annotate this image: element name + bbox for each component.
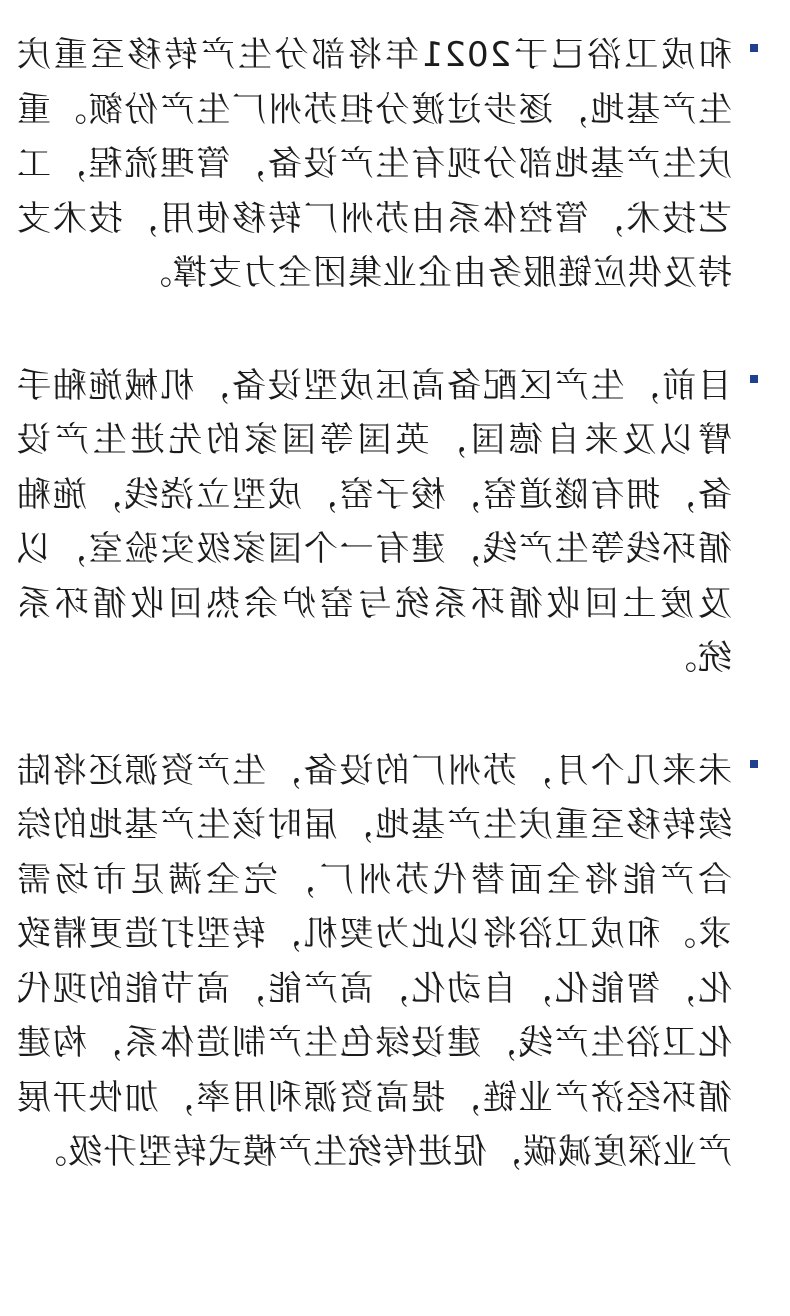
square-bullet-icon [750, 44, 758, 52]
paragraph-text: 和成卫浴已于2021年将部分生产转移至重庆生产基地，逐步过渡分担苏州厂生产份额。重庆生产基地部分现有生产设备，管理流程，工艺技术，管控体系由苏州厂转移使用，技术支持及供应链服务由企业集团全力支撑。 [16, 35, 732, 293]
square-bullet-icon [750, 760, 758, 768]
paragraph-text: 目前，生产区配备高压成型设备，机械施釉手臂以及来自德国，英国等国家的先进生产设备，拥有隧道窑，梭子窑，成型立浇线，施釉循环线等生产线，建有一个国家级实验室，以及废土回收循环系统与窑炉余热回收循环系统。 [16, 365, 732, 678]
list-item [16, 744, 732, 1180]
bullet-list [16, 28, 732, 1180]
list-item [16, 359, 732, 686]
list-item [16, 28, 732, 301]
paragraph-text: 未来几个月，苏州厂的设备，生产资源还将陆续转移至重庆生产基地，届时该生产基地的综合产能将全面替代苏州厂，完全满足市场需求。和成卫浴将以此为契机，转型打造更精致化，智能化，自动化，高产能，高节能的现代化卫浴生产线，建设绿色生产制造体系，构建循环经济产业链，提高资源利用率，加快开展产业深度减碳，促进传统生产模式转型升级。 [16, 750, 732, 1172]
square-bullet-icon [750, 375, 758, 383]
